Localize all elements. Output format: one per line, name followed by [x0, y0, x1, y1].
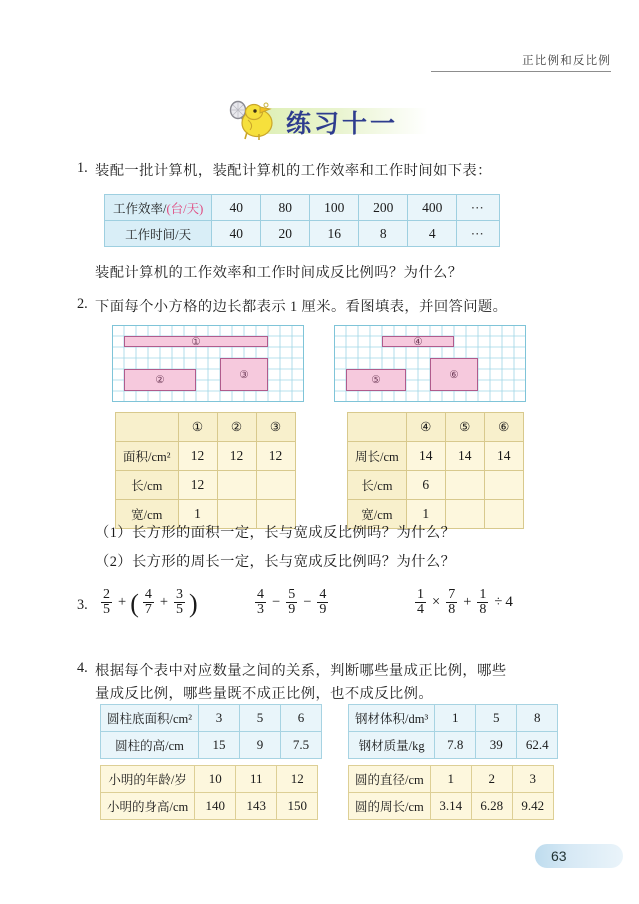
numerator: 1 [417, 587, 424, 602]
numerator: 5 [288, 587, 296, 602]
problem-4-table-4 [348, 765, 554, 820]
numerator: 4 [257, 587, 264, 602]
cell-blank[interactable] [217, 471, 256, 500]
cell: 16 [310, 221, 359, 247]
cell: 12 [277, 766, 318, 793]
fraction [255, 588, 266, 618]
cell: 12 [178, 471, 217, 500]
cell: 7.5 [281, 732, 322, 759]
table-row [116, 442, 296, 471]
row-label: 钢材体积/dm³ [349, 705, 435, 732]
cell: 14 [445, 442, 484, 471]
row-label: 长/cm [116, 471, 179, 500]
row-label: 圆的直径/cm [349, 766, 431, 793]
table-row [348, 442, 524, 471]
cell: 3.14 [430, 793, 471, 820]
row-label: 工作时间/天 [105, 221, 212, 247]
cell: 80 [261, 195, 310, 221]
numerator: 1 [479, 587, 487, 602]
page-number-badge [535, 844, 623, 868]
operator: + [118, 594, 127, 611]
row-label: 宽/cm [348, 500, 407, 529]
denominator: 3 [257, 602, 264, 618]
denominator: 5 [176, 602, 184, 618]
rectangle-⑤: ⑤ [346, 369, 406, 391]
fraction [286, 588, 297, 618]
denominator: 8 [448, 602, 456, 618]
problem-4-text-line2: 量成反比例，哪些量既不成正比例，也不成反比例。 [95, 686, 434, 702]
rectangle-⑥: ⑥ [430, 358, 478, 391]
number: 4 [505, 594, 513, 611]
cell: 200 [359, 195, 408, 221]
table-row [105, 221, 500, 247]
numerator: 4 [319, 587, 327, 602]
problem-1-text: 装配一批计算机，装配计算机的工作效率和工作时间如下表： [95, 163, 492, 179]
problem-2-table-right [347, 412, 524, 529]
cell: 6.28 [471, 793, 512, 820]
running-header: 正比例和反比例 [431, 52, 611, 72]
cell: 9 [240, 732, 281, 759]
row-label: 圆的周长/cm [349, 793, 431, 820]
cell: 12 [217, 442, 256, 471]
column-header: ④ [406, 413, 445, 442]
table-row [348, 471, 524, 500]
cell: 100 [310, 195, 359, 221]
cell: 2 [471, 766, 512, 793]
column-header: ⑤ [445, 413, 484, 442]
exercise-title-band [228, 96, 428, 142]
denominator: 5 [103, 602, 110, 618]
problem-3-number: 3. [77, 597, 88, 613]
problem-4-text-line1: 根据每个表中对应数量之间的关系，判断哪些量成正比例，哪些 [95, 663, 507, 679]
rectangle-④: ④ [382, 336, 454, 347]
cell: 3 [199, 705, 240, 732]
problem-2-text: 下面每个小方格的边长都表示 1 厘米。看图填表，并回答问题。 [95, 299, 508, 315]
cell: 11 [236, 766, 277, 793]
operator: − [272, 594, 281, 611]
table-row [349, 732, 558, 759]
table-row [101, 766, 318, 793]
yellow-bird-with-tennis-racket-icon [228, 96, 284, 142]
problem-2-table-left [115, 412, 296, 529]
cell: 20 [261, 221, 310, 247]
operator: + [159, 594, 169, 611]
table-row [105, 195, 500, 221]
table-header-row [116, 413, 296, 442]
table-header-row [348, 413, 524, 442]
numerator: 2 [103, 587, 110, 602]
cell: 1 [406, 500, 445, 529]
problem-3-expression-1: $\frac{2}{5}$ + ( $\frac{4}{7}$ + $\frac{3}{5}$ ) [103, 587, 198, 618]
rectangle-②: ② [124, 369, 196, 391]
cell: 12 [178, 442, 217, 471]
denominator: 9 [288, 602, 296, 618]
corner-cell [116, 413, 179, 442]
cell: 40 [212, 221, 261, 247]
denominator: 9 [319, 602, 327, 618]
page-number: 63 [551, 848, 567, 864]
numerator: 7 [448, 587, 456, 602]
problem-2-subquestion-1: （1）长方形的面积一定，长与宽成反比例吗？为什么？ [95, 525, 456, 541]
figure-left-grid [112, 325, 304, 402]
cell-ellipsis: ⋯ [457, 195, 500, 221]
page-title: 练习十一 [286, 109, 399, 138]
cell-blank[interactable] [484, 471, 523, 500]
cell: 7.8 [435, 732, 476, 759]
cell-ellipsis: ⋯ [457, 221, 500, 247]
denominator: 7 [144, 602, 152, 618]
fraction [415, 588, 426, 618]
problem-3-expression-2 [252, 588, 331, 618]
table-row [101, 793, 318, 820]
column-header: ③ [256, 413, 295, 442]
problem-4-table-2 [348, 704, 558, 759]
column-header: ② [217, 413, 256, 442]
row-label: 宽/cm [116, 500, 179, 529]
table-row [349, 705, 558, 732]
table-row [101, 705, 322, 732]
cell: 1 [430, 766, 471, 793]
cell: 5 [240, 705, 281, 732]
denominator: 8 [479, 602, 487, 618]
row-label: 工作效率/(台/天) [105, 195, 212, 221]
row-label: 圆柱的高/cm [101, 732, 199, 759]
column-header: ⑥ [484, 413, 523, 442]
problem-4-table-1 [100, 704, 322, 759]
problem-4-number: 4. [77, 660, 88, 676]
cell: 400 [408, 195, 457, 221]
cell: 4 [408, 221, 457, 247]
cell: 1 [435, 705, 476, 732]
figure-right-grid [334, 325, 526, 402]
problem-4-table-3 [100, 765, 318, 820]
cell: 10 [195, 766, 236, 793]
cell: 14 [484, 442, 523, 471]
cell-blank[interactable] [445, 471, 484, 500]
table-row [349, 793, 554, 820]
cell: 3 [512, 766, 553, 793]
cell: 6 [281, 705, 322, 732]
denominator: 4 [417, 602, 424, 618]
cell: 39 [476, 732, 517, 759]
cell: 150 [277, 793, 318, 820]
table-row [349, 766, 554, 793]
fraction [446, 588, 457, 618]
problem-2-number: 2. [77, 296, 88, 312]
cell-blank[interactable] [256, 471, 295, 500]
row-label: 小明的年龄/岁 [101, 766, 195, 793]
problem-1-question: 装配计算机的工作效率和工作时间成反比例吗？为什么？ [95, 265, 463, 281]
row-label: 长/cm [348, 471, 407, 500]
cell: 15 [199, 732, 240, 759]
row-label: 面积/cm² [116, 442, 179, 471]
cell: 40 [212, 195, 261, 221]
cell: 9.42 [512, 793, 553, 820]
operator: + [463, 594, 472, 611]
cell: 1 [178, 500, 217, 529]
row-label: 小明的身高/cm [101, 793, 195, 820]
cell: 14 [406, 442, 445, 471]
cell: 143 [236, 793, 277, 820]
row-label: 圆柱底面积/cm² [101, 705, 199, 732]
corner-cell [348, 413, 407, 442]
table-row [101, 732, 322, 759]
fraction [317, 588, 328, 618]
operator: ÷ [494, 594, 503, 611]
problem-1-number: 1. [77, 160, 88, 176]
problem-1-table [104, 194, 500, 247]
fraction [477, 588, 488, 618]
cell-blank[interactable] [484, 500, 523, 529]
row-label: 周长/cm [348, 442, 407, 471]
fraction [101, 588, 112, 618]
table-row [116, 471, 296, 500]
rectangle-①: ① [124, 336, 268, 347]
operator: − [303, 594, 312, 611]
cell: 8 [517, 705, 558, 732]
cell: 12 [256, 442, 295, 471]
problem-2-subquestion-2: （2）长方形的周长一定，长与宽成反比例吗？为什么？ [95, 554, 456, 570]
fraction [143, 588, 154, 618]
rectangle-③: ③ [220, 358, 268, 391]
cell: 6 [406, 471, 445, 500]
cell: 62.4 [517, 732, 558, 759]
operator: × [432, 594, 441, 611]
cell: 8 [359, 221, 408, 247]
cell: 140 [195, 793, 236, 820]
numerator: 4 [144, 587, 152, 602]
column-header: ① [178, 413, 217, 442]
fraction [174, 588, 185, 618]
numerator: 3 [176, 587, 184, 602]
row-label: 钢材质量/kg [349, 732, 435, 759]
cell: 5 [476, 705, 517, 732]
problem-3-expression-3 [412, 588, 513, 618]
